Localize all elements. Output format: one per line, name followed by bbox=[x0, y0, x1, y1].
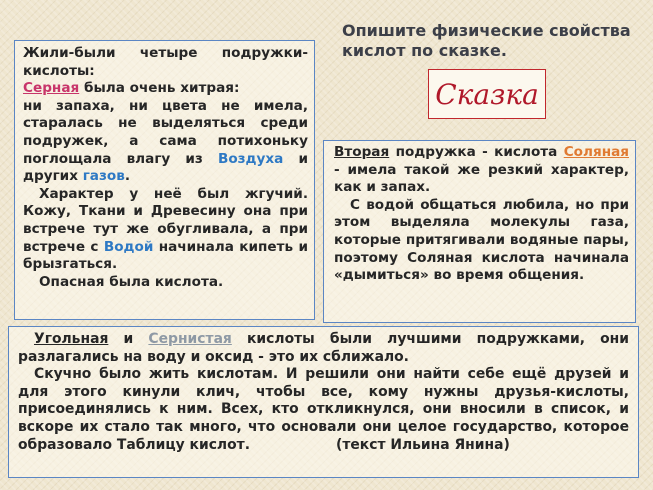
tale-text: и bbox=[108, 331, 149, 347]
slide-title: Опишите физические свойства кислот по сказке. bbox=[342, 21, 631, 60]
tale-text: . bbox=[124, 168, 130, 185]
tale-text: ни запаха, ни цвета не имела, старалась не выделяться среди подружек, а сама потихоньку поглощала влагу из bbox=[23, 97, 308, 167]
tale-box-hydrochloric bbox=[323, 140, 636, 323]
tale-box-carbonic-sulfurous bbox=[8, 326, 639, 478]
tale-paragraph-dangerous bbox=[23, 274, 308, 292]
tale-text: кислоты были лучшими подружками, они разлагались на воду и оксид - это их сближало. bbox=[18, 331, 630, 365]
word-air: Воздуха bbox=[217, 150, 284, 167]
tale-intro: Жили-были четыре подружки-кислоты: bbox=[23, 45, 308, 79]
tale-paragraph-intro bbox=[23, 45, 308, 186]
word-gases: газов bbox=[82, 168, 125, 185]
tale-paragraph-water bbox=[334, 197, 629, 285]
tale-text: Характер у неё был жгучий. Кожу, Ткани и Древесину она при встрече тут же обугливала, а при встрече с bbox=[23, 185, 308, 255]
tale-text: Опасная была кислота. bbox=[39, 273, 224, 290]
tale-paragraph-table bbox=[18, 366, 629, 454]
tale-paragraph-character bbox=[23, 186, 308, 274]
skazka-label-box bbox=[428, 69, 546, 119]
tale-text: и других bbox=[23, 150, 308, 185]
acid-name-hydrochloric: Соляная bbox=[563, 144, 629, 160]
tale-text: Скучно было жить кислотам. И решили они найти себе ещё друзей и для этого кинули клич, чтобы все, кому нужны друзья-кислоты, присоединялись к ним. Всех, кто откликнулся, они вносили в список, и вскоре их стало так много, что основали они целое государство, которое образовало Таблицу кислот. bbox=[18, 366, 629, 453]
tale-paragraph-second bbox=[334, 144, 629, 197]
tale-text: была очень хитрая: bbox=[79, 80, 240, 97]
word-second: Вторая bbox=[334, 144, 390, 160]
tale-box-sulfuric bbox=[14, 40, 315, 320]
word-water: Водой bbox=[103, 238, 154, 255]
skazka-label: Сказка bbox=[435, 77, 539, 111]
acid-name-sulfuric: Серная bbox=[23, 80, 80, 97]
acid-name-carbonic: Угольная bbox=[34, 331, 109, 347]
tale-text: С водой общаться любила, но при этом выделяла молекулы газа, которые притягивали водяные пары, поэтому Соляная кислота начинала «дымиться» во время общения. bbox=[334, 196, 629, 284]
tale-text: - имела такой же резкий характер, как и запах. bbox=[334, 161, 629, 196]
tale-paragraph-friends bbox=[18, 331, 629, 366]
acid-name-sulfurous: Сернистая bbox=[148, 331, 232, 347]
author-credit: (текст Ильина Янина) bbox=[335, 436, 510, 453]
tale-text: начинала кипеть и брызгаться. bbox=[23, 238, 308, 273]
tale-text: подружка - кислота bbox=[389, 144, 564, 160]
